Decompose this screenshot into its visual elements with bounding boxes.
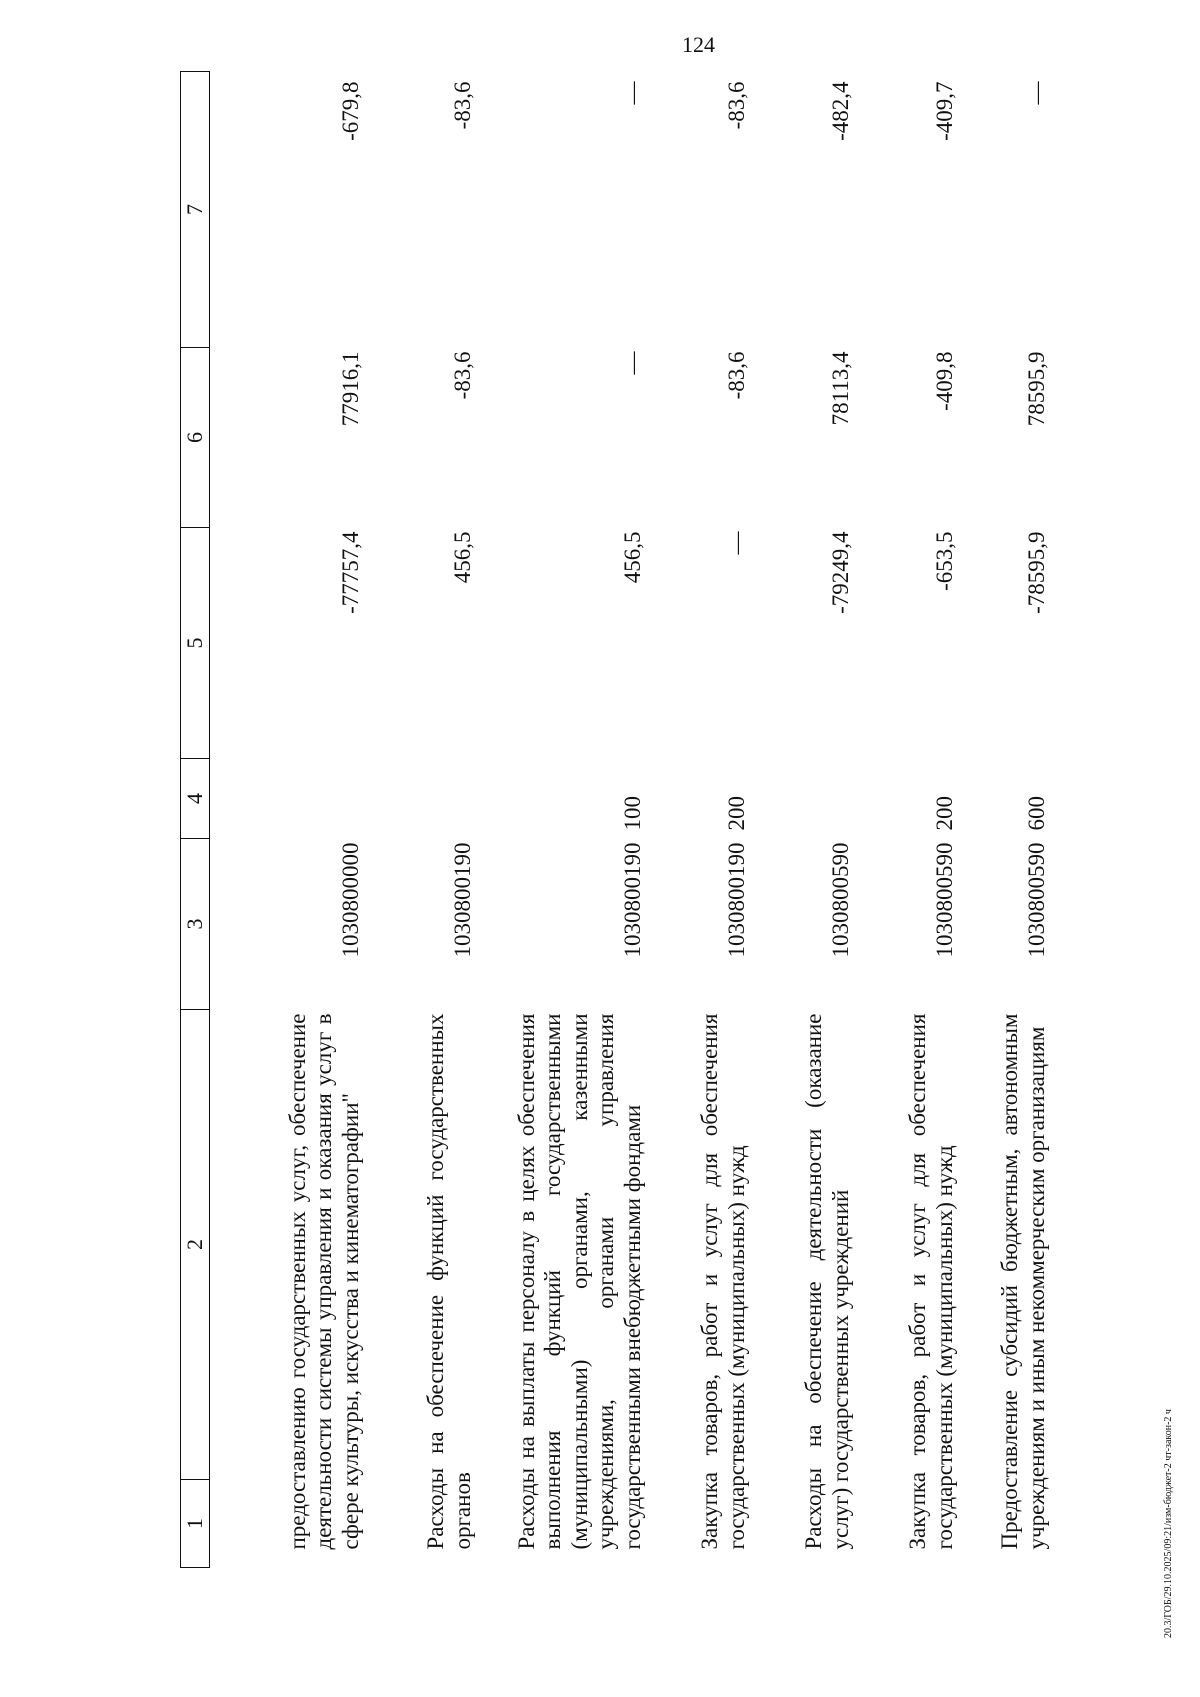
row-value-5: -77757,4 [337,531,363,614]
row-type: 200 [723,796,749,831]
table-row [652,72,756,1568]
column-header-3: 3 [181,839,210,1010]
document-footer-code: 20.3/ГОБ/29.10.2025/09:21/изм-бюджет-2 чт-закон-2 ч [1163,1409,1174,1638]
row-value-7: -83,6 [449,81,475,130]
table-row [482,72,652,1568]
row-code: 1030800590 [827,842,853,958]
column-header-1: 1 [181,1480,210,1568]
table-row [860,72,964,1568]
row-value-6: 77916,1 [337,351,363,427]
row-description: Закупка товаров, работ и услуг для обеспечения государственных (муниципальных) нужд [697,1013,749,1550]
row-value-6: 78595,9 [1023,351,1049,427]
row-code: 1030800190 [619,842,645,958]
row-code: 1030800590 [1023,842,1049,958]
row-code: 1030800190 [449,842,475,958]
row-type [370,759,482,839]
column-header-4: 4 [181,759,210,839]
row-value-5: -653,5 [931,531,957,591]
row-value-7: — [1023,81,1049,105]
row-value-7: -679,8 [337,81,363,141]
row-value-5: 456,5 [449,531,475,584]
row-value-7: — [619,81,645,105]
row-value-6: 78113,4 [827,351,853,426]
table-row [964,72,1056,1568]
row-value-5: -79249,4 [827,531,853,614]
column-header-5: 5 [181,528,210,759]
table-row [210,72,371,1568]
row-type: 100 [619,796,645,831]
row-type [756,759,860,839]
row-description: Расходы на обеспечение функций государственных органов [423,1013,475,1550]
row-value-5: 456,5 [619,531,645,584]
row-type: 600 [1023,796,1049,831]
row-description: Расходы на обеспечение деятельности (оказание услуг) государственных учреждений [801,1013,853,1550]
budget-table-container [180,72,1080,1568]
row-description: Закупка товаров, работ и услуг для обеспечения государственных (муниципальных) нужд [905,1013,957,1550]
table-row [756,72,860,1568]
row-value-7: -409,7 [931,81,957,141]
column-header-6: 6 [181,348,210,528]
row-description: Расходы на выплаты персоналу в целях обеспечения выполнения функций государственными (муниципальными) органами, казенными учреждениями, органами управления государственными внебюджетными фондами [513,1013,645,1550]
row-value-6: — [619,351,645,375]
row-value-7: -83,6 [723,81,749,130]
row-code: 1030800190 [723,842,749,958]
column-header-2: 2 [181,1010,210,1480]
row-description: предоставлению государственных услуг, обеспечение деятельности системы управления и оказания услуг в сфере культуры, искусства и кинематографии" [284,1013,363,1550]
row-description: Предоставление субсидий бюджетным, автономным учреждениям и иным некоммерческим организациям [997,1013,1049,1550]
row-value-7: -482,4 [827,81,853,141]
budget-table [180,71,1056,1568]
header-row [181,72,210,1568]
row-type: 200 [931,796,957,831]
column-header-7: 7 [181,72,210,348]
row-code: 1030800590 [931,842,957,958]
row-value-6: -83,6 [723,351,749,400]
row-value-5: — [723,531,749,555]
page-number: 124 [682,32,715,57]
row-code: 1030800000 [337,842,363,958]
table-row [370,72,482,1568]
row-value-6: -409,8 [931,351,957,411]
row-value-5: -78595,9 [1023,531,1049,614]
row-type [210,759,371,839]
row-value-6: -83,6 [449,351,475,400]
